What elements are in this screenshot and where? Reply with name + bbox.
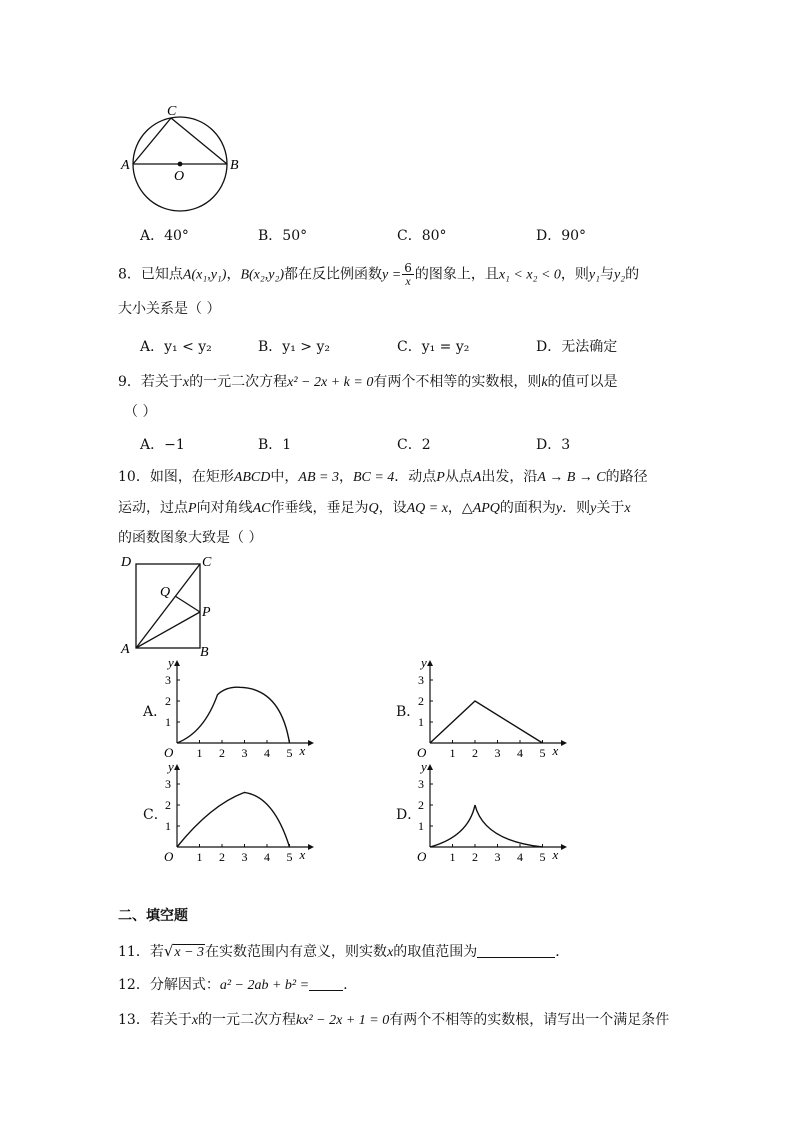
- q13-number: 13．: [118, 1012, 150, 1028]
- q10-t1b: ABCD: [233, 470, 271, 485]
- x-tick-label: 2: [472, 746, 478, 758]
- q9-text-1: 若关于: [140, 374, 183, 390]
- y-axis-label: y: [168, 760, 174, 774]
- q8-text-1: 已知点: [140, 266, 183, 283]
- y-tick-label: 2: [418, 694, 424, 708]
- circle-figure: [112, 100, 252, 218]
- q12-expression: a² − 2ab + b² =: [219, 978, 310, 993]
- q11-text-4: ．: [555, 944, 570, 960]
- graph-a: [162, 656, 322, 758]
- q11-text-1: 若: [149, 944, 164, 960]
- y-axis-arrow-icon: [174, 764, 180, 770]
- y-axis-arrow-icon: [427, 764, 433, 770]
- graph-d: [415, 760, 575, 862]
- q10-t2o: 关于: [596, 500, 625, 516]
- q10-t2i: ，△: [447, 500, 473, 516]
- y-axis-label: y: [421, 760, 427, 774]
- function-curve: [430, 701, 543, 743]
- q8-point-a: A(x₁,y₁): [182, 267, 227, 283]
- q9-text-2: 的一元二次方程: [189, 374, 288, 390]
- origin-label: O: [164, 745, 174, 758]
- q8-option-d[interactable]: D．无法确定: [536, 339, 618, 355]
- q9-option-b[interactable]: B．1: [258, 437, 292, 453]
- q10-t1d: AB = 3: [298, 470, 339, 485]
- q10-t1l: A → B → C: [537, 470, 606, 485]
- q10-t2m: ．则: [562, 500, 591, 516]
- q11-answer-blank[interactable]: [477, 943, 555, 958]
- q8-option-c[interactable]: C．y₁ = y₂: [397, 339, 470, 355]
- q10-line-3: 的函数图象大致是（ ）: [118, 530, 263, 546]
- function-curve: [177, 687, 290, 743]
- x-tick-label: 2: [472, 850, 478, 862]
- y-tick-label: 1: [165, 715, 171, 729]
- q8-fraction: [402, 262, 414, 287]
- q10-line-2: [118, 498, 631, 519]
- y-tick-label: 3: [418, 673, 424, 687]
- x-tick-label: 4: [517, 850, 523, 862]
- x-axis-label: x: [299, 743, 306, 758]
- q10-t1e: ，: [338, 469, 353, 485]
- function-curve: [430, 805, 543, 847]
- q10-t2a: 运动，过点: [118, 500, 188, 516]
- q8-func-y: y =: [382, 267, 402, 283]
- x-tick-label: 3: [241, 850, 248, 862]
- q8-sep: ，: [226, 266, 241, 283]
- segment-ap: [136, 612, 200, 648]
- y-tick-label: 1: [418, 819, 424, 833]
- q8-line-2: 大小关系是（ ）: [118, 301, 221, 317]
- q8-y2: y₂: [613, 267, 626, 283]
- x-tick-label: 5: [539, 850, 546, 862]
- q8-line-1: [118, 262, 639, 287]
- q8-option-a[interactable]: A．y₁ < y₂: [140, 339, 212, 355]
- q9-option-d[interactable]: D．3: [536, 437, 571, 453]
- q9-text-3: 有两个不相等的实数根，则: [373, 374, 542, 390]
- q11-text-2: 在实数范围内有意义，则实数: [205, 944, 388, 960]
- q7-option-a[interactable]: A．40°: [140, 228, 189, 244]
- label-q: Q: [160, 585, 171, 600]
- y-axis-label: y: [168, 656, 174, 670]
- q10-option-d[interactable]: D．: [396, 807, 422, 823]
- q10-t1h: P: [436, 470, 445, 485]
- q8-text-5: 与: [599, 266, 614, 283]
- q8-condition: x₁ < x₂ < 0: [498, 267, 561, 283]
- q9-option-a[interactable]: A．−1: [140, 437, 185, 453]
- q10-option-b[interactable]: B．: [396, 704, 421, 720]
- q9-line-2: （ ）: [124, 404, 157, 420]
- center-point: [178, 162, 183, 167]
- q9-option-c[interactable]: C．2: [397, 437, 431, 453]
- x-tick-label: 1: [449, 850, 456, 862]
- q9-k: k: [541, 375, 548, 390]
- q13-equation: kx² − 2x + 1 = 0: [296, 1013, 390, 1028]
- q10-option-a[interactable]: A．: [143, 704, 168, 720]
- x-axis-label: x: [299, 847, 306, 862]
- y-tick-label: 1: [165, 819, 171, 833]
- x-axis-arrow-icon: [561, 844, 567, 850]
- label-d: D: [121, 555, 132, 570]
- q12-text-2: .: [343, 977, 348, 993]
- q11-radicand: x − 3: [174, 945, 205, 960]
- q11-x: x: [387, 945, 394, 960]
- x-tick-label: 3: [494, 746, 501, 758]
- origin-label: O: [417, 745, 427, 758]
- label-p: P: [202, 605, 211, 620]
- rectangle-figure: [116, 552, 226, 658]
- q9-number: 9．: [118, 374, 141, 390]
- q10-t2d: AC: [252, 501, 271, 516]
- q10-t1f: BC = 4: [352, 470, 395, 485]
- function-curve: [177, 792, 290, 847]
- label-c: C: [202, 555, 212, 570]
- q10-t2k: 的面积为: [499, 500, 556, 516]
- q8-y1: y₁: [588, 267, 600, 283]
- q10-t2n: y: [590, 501, 597, 516]
- q12-text-1: 分解因式：: [149, 977, 220, 993]
- y-tick-label: 2: [165, 694, 171, 708]
- x-tick-label: 5: [539, 746, 546, 758]
- label-a: A: [121, 158, 130, 173]
- q13-line: [118, 1010, 669, 1031]
- q8-text-4: ，则: [560, 266, 589, 283]
- x-axis-arrow-icon: [561, 740, 567, 746]
- y-tick-label: 3: [418, 777, 424, 791]
- q10-t1c: 中，: [270, 469, 299, 485]
- q11-line: [118, 941, 569, 963]
- y-tick-label: 3: [165, 777, 171, 791]
- q10-t2l: y: [555, 501, 563, 516]
- q10-t1k: 出发，沿: [481, 469, 538, 485]
- x-axis-arrow-icon: [308, 740, 314, 746]
- q10-t2c: 向对角线: [196, 500, 253, 516]
- q12-answer-blank[interactable]: [309, 976, 343, 991]
- x-tick-label: 4: [517, 746, 523, 758]
- q8-option-b[interactable]: B．y₁ > y₂: [258, 339, 330, 355]
- x-axis-arrow-icon: [308, 844, 314, 850]
- x-tick-label: 4: [264, 850, 270, 862]
- q10-t1a: 如图，在矩形: [149, 469, 234, 485]
- origin-label: O: [417, 849, 427, 862]
- x-axis-label: x: [552, 743, 559, 758]
- q10-option-c[interactable]: C．: [143, 807, 168, 823]
- origin-label: O: [164, 849, 174, 862]
- q10-t1i: 从点: [444, 469, 473, 485]
- x-tick-label: 2: [219, 746, 225, 758]
- q10-t2h: AQ = x: [406, 501, 448, 516]
- q10-t2g: ，设: [378, 500, 407, 516]
- label-b: B: [200, 645, 209, 658]
- q7-option-b[interactable]: B．50°: [258, 228, 308, 244]
- q8-number: 8．: [118, 266, 141, 283]
- q8-point-b: B(x₂,y₂): [240, 267, 285, 283]
- x-tick-label: 1: [196, 746, 203, 758]
- q13-text-1: 若关于: [149, 1012, 192, 1028]
- q10-t1g: ．动点: [394, 469, 437, 485]
- q8-text-2: 都在反比例函数: [284, 266, 383, 283]
- y-tick-label: 2: [418, 798, 424, 812]
- x-tick-label: 4: [264, 746, 270, 758]
- chord-cb: [171, 118, 227, 164]
- section-title-fill-in: 二、填空题: [118, 908, 188, 924]
- q10-number: 10．: [118, 469, 150, 485]
- y-axis-arrow-icon: [427, 660, 433, 666]
- label-c: C: [167, 104, 177, 119]
- label-a: A: [121, 642, 130, 657]
- x-axis-label: x: [552, 847, 559, 862]
- label-b: B: [230, 158, 239, 173]
- q9-line-1: [118, 372, 618, 393]
- graph-b: [415, 656, 575, 758]
- q10-t2b: P: [188, 501, 197, 516]
- q10-line-1: [118, 467, 648, 488]
- segment-pq: [175, 596, 200, 612]
- q13-text-2: 的一元二次方程: [198, 1012, 297, 1028]
- q9-equation: x² − 2x + k = 0: [287, 375, 374, 390]
- q10-t1m: 的路径: [605, 469, 648, 485]
- q10-t2p: x: [624, 501, 631, 516]
- q9-x: x: [182, 375, 190, 390]
- graph-c: [162, 760, 322, 862]
- q11-text-3: 的取值范围为: [393, 944, 478, 960]
- q8-text-3: 的图象上，且: [414, 266, 499, 283]
- x-tick-label: 5: [286, 850, 293, 862]
- x-tick-label: 3: [494, 850, 501, 862]
- q13-text-3: 有两个不相等的实数根，请写出一个满足条件: [389, 1012, 670, 1028]
- y-tick-label: 1: [418, 715, 424, 729]
- y-tick-label: 3: [165, 673, 171, 687]
- q7-option-d[interactable]: D．90°: [536, 228, 587, 244]
- x-tick-label: 3: [241, 746, 248, 758]
- y-axis-arrow-icon: [174, 660, 180, 666]
- q10-t1j: A: [472, 470, 482, 485]
- x-tick-label: 1: [449, 746, 456, 758]
- x-tick-label: 1: [196, 850, 203, 862]
- x-tick-label: 5: [286, 746, 293, 758]
- q12-number: 12．: [118, 977, 150, 993]
- q13-x: x: [191, 1013, 199, 1028]
- q8-text-6: 的: [625, 266, 640, 283]
- q12-line: [118, 975, 348, 996]
- q8-fraction-num: 6: [404, 261, 412, 275]
- q10-t2e: 作垂线，垂足为: [270, 500, 369, 516]
- q11-sqrt-sign: √: [163, 942, 174, 960]
- x-tick-label: 2: [219, 850, 225, 862]
- q9-text-4: 的值可以是: [547, 374, 618, 390]
- y-tick-label: 2: [165, 798, 171, 812]
- q7-option-c[interactable]: C．80°: [397, 228, 447, 244]
- q11-number: 11．: [118, 944, 150, 960]
- label-o: O: [174, 169, 185, 184]
- q8-fraction-den: x: [405, 274, 411, 288]
- q10-t2j: APQ: [472, 501, 500, 516]
- y-axis-label: y: [421, 656, 427, 670]
- q10-t2f: Q: [368, 501, 379, 516]
